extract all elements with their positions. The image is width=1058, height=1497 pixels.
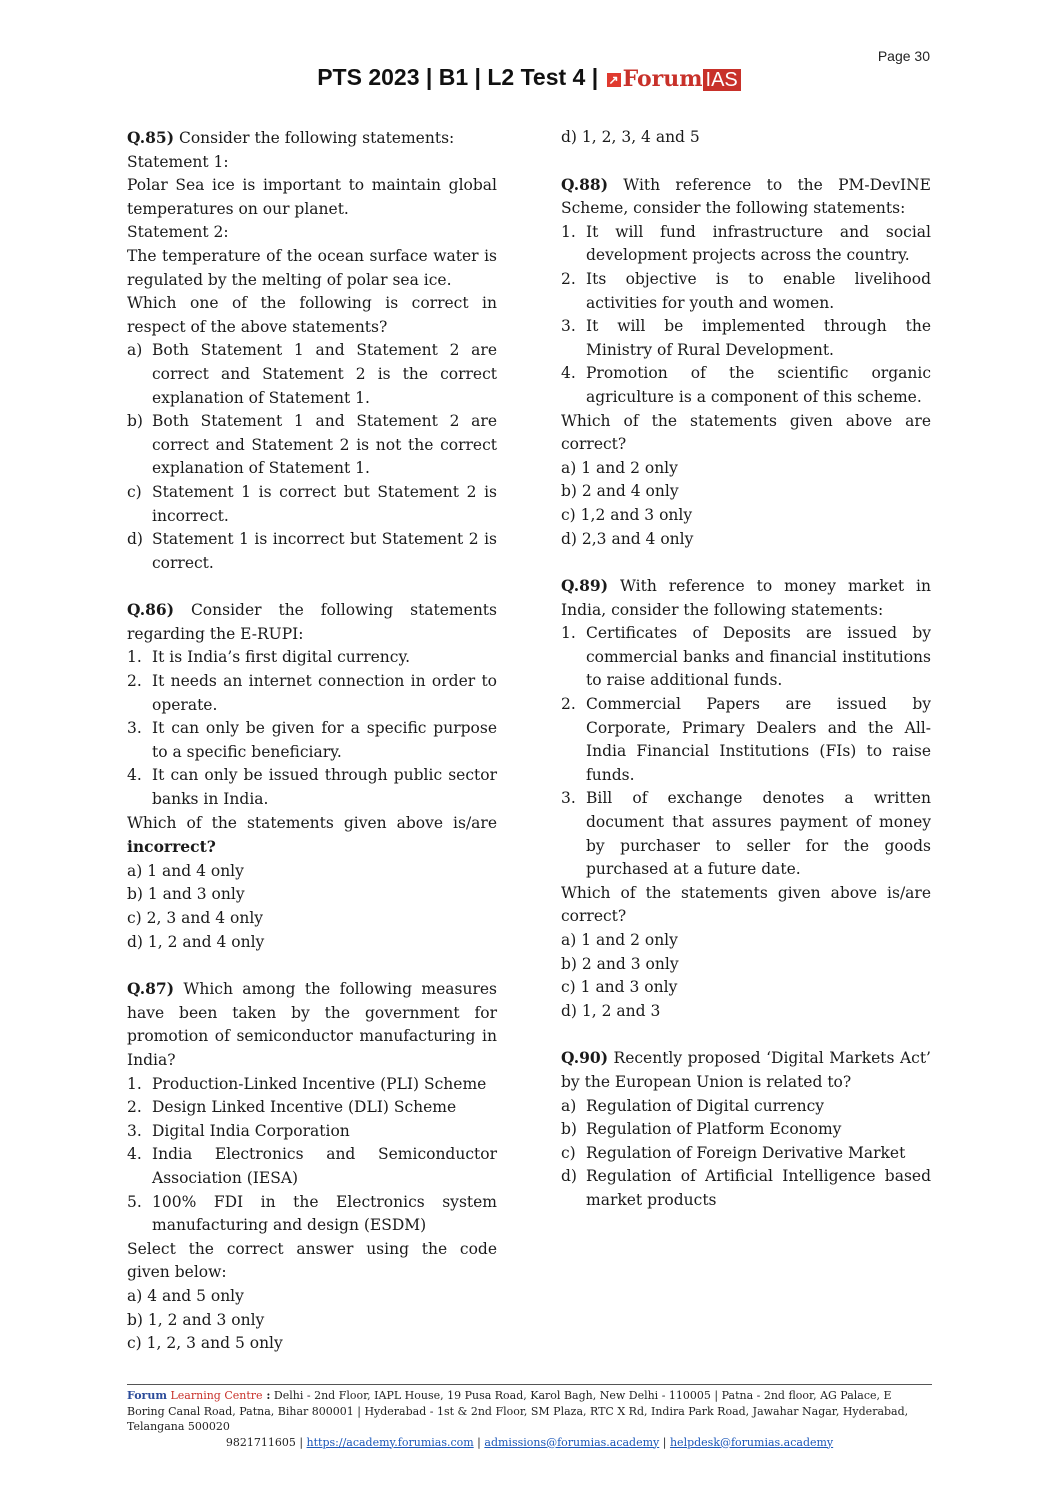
forumias-logo: ↗ Forum IAS: [607, 65, 741, 92]
admissions-email-link[interactable]: admissions@forumias.academy: [484, 1435, 660, 1449]
question-90: [561, 1046, 931, 1212]
statement-1-label: Statement 1:: [127, 152, 229, 171]
statement-item: 2. It needs an internet connection in order to operate.: [127, 672, 497, 714]
statement-item: 1. Certificates of Deposits are issued by commercial banks and financial institutions to raise additional funds.: [561, 624, 931, 690]
statement-1-text: Polar Sea ice is important to maintain global temperatures on our planet.: [127, 176, 497, 218]
left-column: [127, 126, 497, 1379]
question-prompt: Which one of the following is correct in respect of the above statements?: [127, 294, 497, 336]
option-d: d) 2,3 and 4 only: [561, 529, 694, 548]
question-stem: Recently proposed ‘Digital Markets Act’ by the European Union is related to?: [561, 1049, 931, 1091]
question-89: [561, 574, 931, 1023]
option-a: a) 1 and 2 only: [561, 458, 678, 477]
question-prompt: Which of the statements given above are correct?: [561, 411, 931, 454]
question-stem: Which among the following measures have been taken by the government for promotion of semiconductor manufacturing in India?: [127, 980, 497, 1069]
question-number: Q.90): [561, 1048, 609, 1068]
option-b: b) Both Statement 1 and Statement 2 are correct and Statement 2 is not the correct explanation of Statement 1.: [127, 412, 497, 478]
option-b: b) 2 and 3 only: [561, 954, 679, 973]
option-d: d) 1, 2, 3, 4 and 5: [561, 128, 700, 146]
question-number: Q.85): [127, 128, 175, 147]
question-number: Q.89): [561, 576, 609, 596]
statement-item: 2. Design Linked Incentive (DLI) Scheme: [127, 1098, 457, 1117]
page-number: Page 30: [877, 48, 930, 64]
question-stem: With reference to the PM-DevINE Scheme, consider the following statements:: [561, 175, 931, 218]
website-link[interactable]: https://academy.forumias.com: [306, 1435, 474, 1449]
option-c: c) 1,2 and 3 only: [561, 505, 693, 524]
option-c: c) 2, 3 and 4 only: [127, 909, 264, 927]
option-c: c) Statement 1 is correct but Statement 2 is incorrect.: [127, 482, 497, 525]
statement-item: 2. Commercial Papers are issued by Corporate, Primary Dealers and the All-India Financial Institutions (FIs) to raise funds.: [561, 695, 931, 784]
statement-item: 5. 100% FDI in the Electronics system manufacturing and design (ESDM): [127, 1192, 497, 1235]
statement-item: 3. Digital India Corporation: [127, 1121, 350, 1140]
header-title: PTS 2023 | B1 | L2 Test 4 |: [317, 64, 599, 90]
option-d: d) Statement 1 is incorrect but Statement 2 is correct.: [127, 530, 497, 572]
option-b: b) 2 and 4 only: [561, 482, 679, 501]
statement-item: 4. It can only be issued through public sector banks in India.: [127, 766, 497, 809]
option-c: c) Regulation of Foreign Derivative Market: [561, 1143, 906, 1162]
question-87-continued: [561, 126, 931, 150]
helpdesk-email-link[interactable]: helpdesk@forumias.academy: [669, 1435, 834, 1449]
option-b: b) 1 and 3 only: [127, 885, 245, 904]
right-column: [561, 126, 931, 1236]
question-85: [127, 126, 497, 575]
question-prompt: Select the correct answer using the code given below:: [127, 1239, 497, 1282]
statement-item: 2. Its objective is to enable livelihood activities for youth and women.: [561, 269, 931, 312]
option-a: a) 1 and 2 only: [561, 931, 678, 949]
option-d: d) 1, 2 and 3: [561, 1001, 661, 1020]
statement-item: 1. It is India’s first digital currency.: [127, 648, 411, 667]
page-header: [0, 64, 1058, 92]
arrow-icon: ↗: [608, 73, 619, 88]
option-a: a) Both Statement 1 and Statement 2 are correct and Statement 2 is the correct explanation of Statement 1.: [127, 341, 497, 407]
question-87: [127, 977, 497, 1356]
option-c: c) 1 and 3 only: [561, 978, 678, 997]
option-a: a) 4 and 5 only: [127, 1286, 244, 1305]
option-b: b) 1, 2 and 3 only: [127, 1310, 265, 1329]
option-a: a) 1 and 4 only: [127, 861, 244, 880]
question-86: [127, 598, 497, 954]
question-stem: Consider the following statements:: [174, 129, 455, 147]
question-number: Q.87): [127, 979, 175, 999]
question-prompt: Which of the statements given above is/are correct?: [561, 883, 931, 926]
question-prompt: Which of the statements given above is/are incorrect?: [127, 813, 497, 857]
question-stem: With reference to money market in India, consider the following statements:: [561, 577, 931, 619]
statement-item: 3. It can only be given for a specific purpose to a specific beneficiary.: [127, 719, 497, 761]
statement-2-text: The temperature of the ocean surface water is regulated by the melting of polar sea ice.: [127, 246, 497, 289]
statement-item: 4. Promotion of the scientific organic agriculture is a component of this scheme.: [561, 364, 931, 406]
option-d: d) 1, 2 and 4 only: [127, 932, 265, 951]
option-d: d) Regulation of Artificial Intelligence based market products: [561, 1167, 931, 1209]
statement-item: 4. India Electronics and Semiconductor Association (IESA): [127, 1145, 497, 1187]
statement-item: 1. It will fund infrastructure and social development projects across the country.: [561, 222, 931, 265]
footer-contacts: 9821711605 | https://academy.forumias.com | admissions@forumias.academy | helpdesk@forumias.academy: [225, 1435, 834, 1449]
footer-address: Forum Learning Centre : Delhi - 2nd Floor, IAPL House, 19 Pusa Road, Karol Bagh, New Delhi - 110005 | Patna - 2nd floor, AG Palace, E Boring Canal Road, Patna, Bihar 800001 | Hyderabad - 1st & 2nd Floor, SM Plaza, RTC X Rd, Indira Park Road, Jawahar Nagar, Hyderabad, Telangana 500020: [127, 1389, 909, 1433]
option-b: b) Regulation of Platform Economy: [561, 1120, 842, 1139]
statement-item: 3. Bill of exchange denotes a written document that assures payment of money by purchaser to seller for the goods purchased at a future date.: [561, 789, 931, 879]
option-c: c) 1, 2, 3 and 5 only: [127, 1334, 283, 1353]
question-stem: Consider the following statements regarding the E-RUPI:: [127, 601, 497, 643]
question-number: Q.88): [561, 174, 609, 194]
footer-divider: [127, 1384, 932, 1385]
statement-item: 1. Production-Linked Incentive (PLI) Scheme: [127, 1074, 487, 1093]
page-footer: [127, 1388, 932, 1450]
footer-phone: 9821711605: [225, 1435, 296, 1449]
question-number: Q.86): [127, 600, 175, 620]
question-88: [561, 173, 931, 552]
statement-item: 3. It will be implemented through the Ministry of Rural Development.: [561, 317, 931, 359]
option-a: a) Regulation of Digital currency: [561, 1096, 825, 1115]
statement-2-label: Statement 2:: [127, 223, 229, 242]
